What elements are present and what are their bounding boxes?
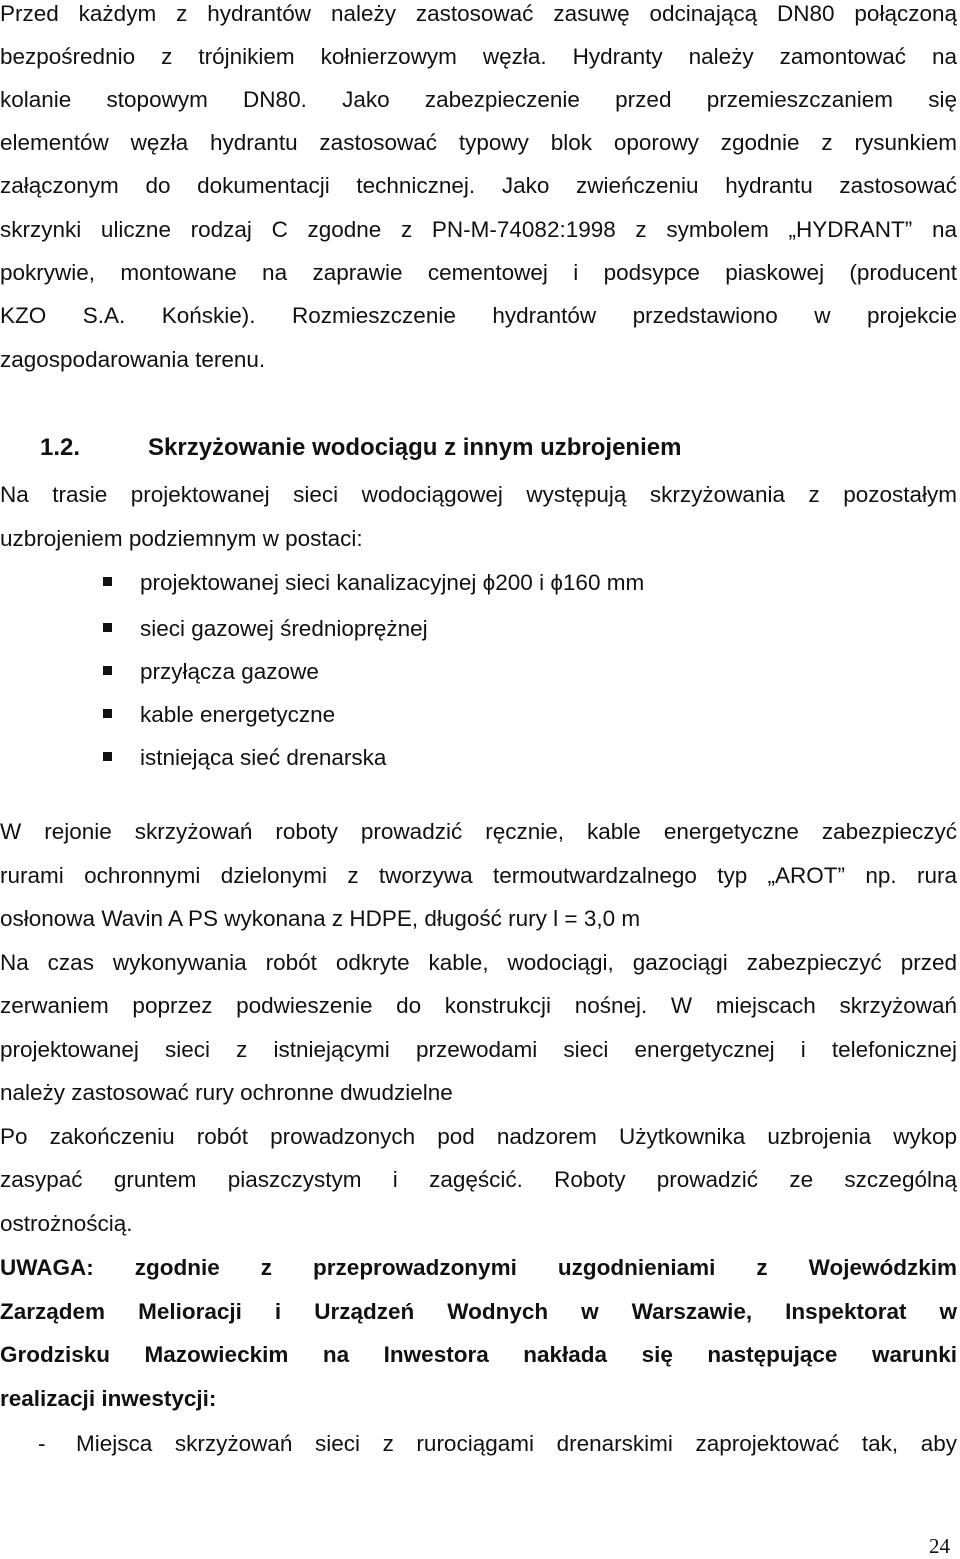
note-line: Zarządem Melioracji i Urządzeń Wodnych w Warszawie, Inspektorat w [0,1299,957,1324]
text-line: skrzynki uliczne rodzaj C zgodne z PN-M-74082:1998 z symbolem „HYDRANT” na [0,217,957,242]
text-line: elementów węzła hydrantu zastosować typowy blok oporowy zgodnie z rysunkiem [0,130,957,155]
text-line: W rejonie skrzyżowań roboty prowadzić ręcznie, kable energetyczne zabezpieczyć [0,819,957,844]
square-bullet-icon [103,752,112,761]
square-bullet-icon [103,577,112,586]
text-line: Po zakończeniu robót prowadzonych pod nadzorem Użytkownika uzbrojenia wykop [0,1124,957,1149]
section-number: 1.2. [40,434,81,461]
text-line: Na trasie projektowanej sieci wodociągowej występują skrzyżowania z pozostałym [0,482,957,507]
list-item: projektowanej sieci kanalizacyjnej ϕ200 i ϕ160 mm [0,569,900,597]
list-item: sieci gazowej średnioprężnej [0,615,900,643]
text-line: osłonowa Wavin A PS wykonana z HDPE, długość rury l = 3,0 m [0,906,641,931]
text-line: ostrożnością. [0,1211,133,1236]
text-line: Przed każdym z hydrantów należy zastosować zasuwę odcinającą DN80 połączoną [0,1,957,26]
list-item: kable energetyczne [0,701,900,729]
list-item: istniejąca sieć drenarska [0,744,900,772]
text-line: kolanie stopowym DN80. Jako zabezpieczenie przed przemieszczaniem się [0,87,957,112]
text-line: projektowanej sieci z istniejącymi przewodami sieci energetycznej i telefonicznej [0,1037,957,1062]
page-number: 24 [929,1534,950,1558]
text-line: zagospodarowania terenu. [0,347,266,372]
text-line: zasypać gruntem piaszczystym i zagęścić. Roboty prowadzić ze szczególną [0,1167,957,1192]
text-line: załączonym do dokumentacji technicznej. Jako zwieńczeniu hydrantu zastosować [0,173,957,198]
note-line: UWAGA: zgodnie z przeprowadzonymi uzgodnieniami z Wojewódzkim [0,1255,957,1280]
text-line: pokrywie, montowane na zaprawie cementowej i podsypce piaskowej (producent [0,260,957,285]
square-bullet-icon [103,623,112,632]
section-title: Skrzyżowanie wodociągu z innym uzbrojeniem [148,434,682,461]
note-line: Grodzisku Mazowieckim na Inwestora nakłada się następujące warunki [0,1342,957,1367]
text-line: KZO S.A. Końskie). Rozmieszczenie hydrantów przedstawiono w projekcie [0,303,957,328]
square-bullet-icon [103,666,112,675]
square-bullet-icon [103,709,112,718]
text-line: zerwaniem poprzez podwieszenie do konstrukcji nośnej. W miejscach skrzyżowań [0,993,957,1018]
text-line: rurami ochronnymi dzielonymi z tworzywa termoutwardzalnego typ „AROT” np. rura [0,863,957,888]
text-line: bezpośrednio z trójnikiem kołnierzowym węzła. Hydranty należy zamontować na [0,44,957,69]
text-line: Na czas wykonywania robót odkryte kable, wodociągi, gazociągi zabezpieczyć przed [0,950,957,975]
dash-marker: - [38,1431,46,1456]
text-line: należy zastosować rury ochronne dwudzielne [0,1080,453,1105]
list-item: przyłącza gazowe [0,658,900,686]
note-line: realizacji inwestycji: [0,1386,217,1411]
text-line: uzbrojeniem podziemnym w postaci: [0,526,363,551]
text-line: Miejsca skrzyżowań sieci z rurociągami drenarskimi zaprojektować tak, aby [76,1431,957,1456]
